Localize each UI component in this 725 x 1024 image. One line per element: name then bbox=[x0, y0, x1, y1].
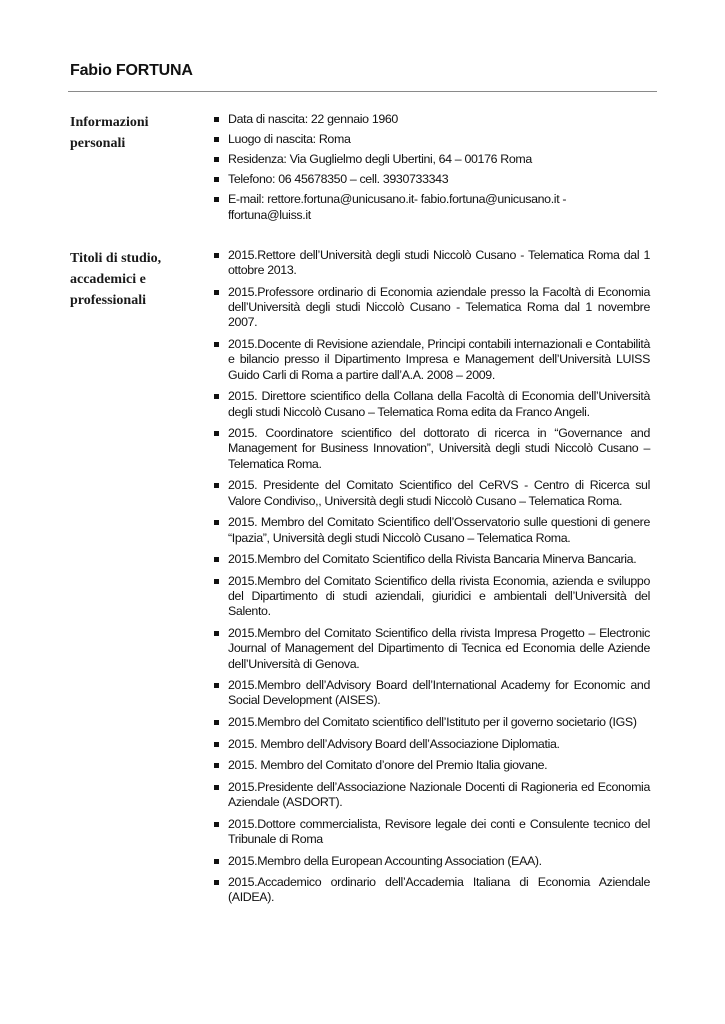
list-item-text: Data di nascita: 22 gennaio 1960 bbox=[228, 112, 398, 126]
list-item bbox=[212, 478, 650, 509]
list-item-text: Telefono: 06 45678350 – cell. 3930733343 bbox=[228, 172, 449, 187]
list-item-text: 2015.Membro dell’Advisory Board dell’International Academy for Economic and Social Development (AISES). bbox=[228, 678, 650, 708]
bullet-square-icon bbox=[214, 342, 219, 347]
section-label-titles: Titoli di studio, accademici e professionali bbox=[70, 251, 162, 308]
list-item bbox=[212, 426, 650, 472]
titles-list bbox=[212, 248, 650, 912]
bullet-square-icon bbox=[214, 683, 219, 688]
list-item-text: Luogo di nascita: Roma bbox=[228, 132, 351, 147]
list-item bbox=[212, 248, 650, 279]
bullet-square-icon bbox=[214, 520, 219, 525]
list-item-text: 2015.Professore ordinario di Economia aziendale presso la Facoltà di Economia dell’Università degli studi Niccolò Cusano - Telematica Roma dal 1 novembre 2007. bbox=[228, 284, 650, 330]
list-item-text: 2015. Membro del Comitato d’onore del Premio Italia giovane. bbox=[228, 758, 548, 773]
bullet-square-icon bbox=[214, 742, 219, 747]
header-divider bbox=[68, 91, 657, 92]
list-item bbox=[212, 132, 650, 147]
list-item bbox=[212, 817, 650, 848]
list-item bbox=[212, 737, 650, 752]
bullet-square-icon bbox=[214, 483, 219, 488]
list-item-text: 2015.Membro del Comitato scientifico dell’Istituto per il governo societario (IGS) bbox=[228, 714, 637, 729]
list-item bbox=[212, 192, 650, 223]
list-item bbox=[212, 152, 650, 167]
bullet-square-icon bbox=[214, 785, 219, 790]
bullet-square-icon bbox=[214, 880, 219, 885]
bullet-square-icon bbox=[214, 631, 219, 636]
list-item-text: 2015. Membro del Comitato Scientifico dell’Osservatorio sulle questioni di genere “Ipazia”, Università degli studi Niccolò Cusano – Telematica Roma. bbox=[228, 515, 650, 545]
list-item-text: 2015. Membro dell’Advisory Board dell’Associazione Diplomatia. bbox=[228, 736, 560, 751]
list-item bbox=[212, 875, 650, 906]
list-item bbox=[212, 780, 650, 811]
list-item bbox=[212, 854, 650, 869]
page-title: Fabio FORTUNA bbox=[70, 62, 193, 79]
list-item-text: 2015.Membro della European Accounting Association (EAA). bbox=[228, 853, 542, 868]
list-item-text: 2015. Direttore scientifico della Collana della Facoltà di Economia dell’Università degli studi Niccolò Cusano – Telematica Roma edita da Franco Angeli. bbox=[228, 389, 650, 419]
bullet-square-icon bbox=[214, 137, 219, 142]
list-item bbox=[212, 626, 650, 672]
bullet-square-icon bbox=[214, 177, 219, 182]
bullet-square-icon bbox=[214, 579, 219, 584]
list-item-text: 2015.Membro del Comitato Scientifico della rivista Economia, azienda e sviluppo del Dipartimento di studi aziendali, giuridici e ambientali dell’Università del Salento. bbox=[228, 573, 650, 619]
bullet-square-icon bbox=[214, 431, 219, 436]
list-item bbox=[212, 337, 650, 383]
list-item-text: 2015. Coordinatore scientifico del dottorato di ricerca in “Governance and Management for Business Innovation”, Università degli studi Niccolò Cusano – Telematica Roma. bbox=[228, 426, 650, 471]
list-item bbox=[212, 515, 650, 546]
bullet-square-icon bbox=[214, 763, 219, 768]
bullet-square-icon bbox=[214, 157, 219, 162]
list-item bbox=[212, 389, 650, 420]
list-item bbox=[212, 574, 650, 620]
list-item-text: 2015.Rettore dell’Università degli studi Niccolò Cusano - Telematica Roma dal 1 ottobre 2013. bbox=[228, 248, 650, 278]
list-item-text: 2015.Membro del Comitato Scientifico della rivista Impresa Progetto – Electronic Journal of Management del Dipartimento di Tecnica ed Economia delle Aziende dell’Università di Genova. bbox=[228, 625, 650, 671]
list-item bbox=[212, 112, 650, 127]
bullet-square-icon bbox=[214, 720, 219, 725]
list-item bbox=[212, 715, 650, 730]
list-item-text: Residenza: Via Guglielmo degli Ubertini, 64 – 00176 Roma bbox=[228, 152, 532, 167]
bullet-square-icon bbox=[214, 822, 219, 827]
bullet-square-icon bbox=[214, 197, 219, 202]
list-item bbox=[212, 285, 650, 331]
bullet-square-icon bbox=[214, 290, 219, 295]
list-item-text: E-mail: rettore.fortuna@unicusano.it- fabio.fortuna@unicusano.it - ffortuna@luiss.it bbox=[228, 192, 567, 222]
list-item-text: 2015. Presidente del Comitato Scientifico del CeRVS - Centro di Ricerca sul Valore Condiviso,, Università degli studi Niccolò Cusano – Telematica Roma. bbox=[228, 478, 650, 508]
bullet-square-icon bbox=[214, 394, 219, 399]
bullet-square-icon bbox=[214, 117, 219, 122]
list-item-text: 2015.Membro del Comitato Scientifico della Rivista Bancaria Minerva Bancaria. bbox=[228, 552, 637, 567]
list-item-text: 2015.Presidente dell’Associazione Nazionale Docenti di Ragioneria ed Economia Aziendale (ASDORT). bbox=[228, 779, 650, 810]
personal-info-list bbox=[212, 112, 650, 228]
list-item bbox=[212, 552, 650, 567]
list-item-text: 2015.Accademico ordinario dell’Accademia Italiana di Economia Aziendale (AIDEA). bbox=[228, 875, 650, 905]
section-label-personal: Informazioni personali bbox=[70, 115, 149, 151]
bullet-square-icon bbox=[214, 253, 219, 258]
list-item bbox=[212, 172, 650, 187]
bullet-square-icon bbox=[214, 859, 219, 864]
list-item-text: 2015.Docente di Revisione aziendale, Principi contabili internazionali e Contabilità e bilancio presso il Dipartimento Impresa e Management dell’Università LUISS Guido Carli di Roma a partire dall’A.A. 2008 – 2009. bbox=[228, 337, 650, 382]
bullet-square-icon bbox=[214, 557, 219, 562]
list-item-text: 2015.Dottore commercialista, Revisore legale dei conti e Consulente tecnico del Tribunale di Roma bbox=[228, 816, 650, 846]
list-item bbox=[212, 758, 650, 773]
list-item bbox=[212, 678, 650, 709]
